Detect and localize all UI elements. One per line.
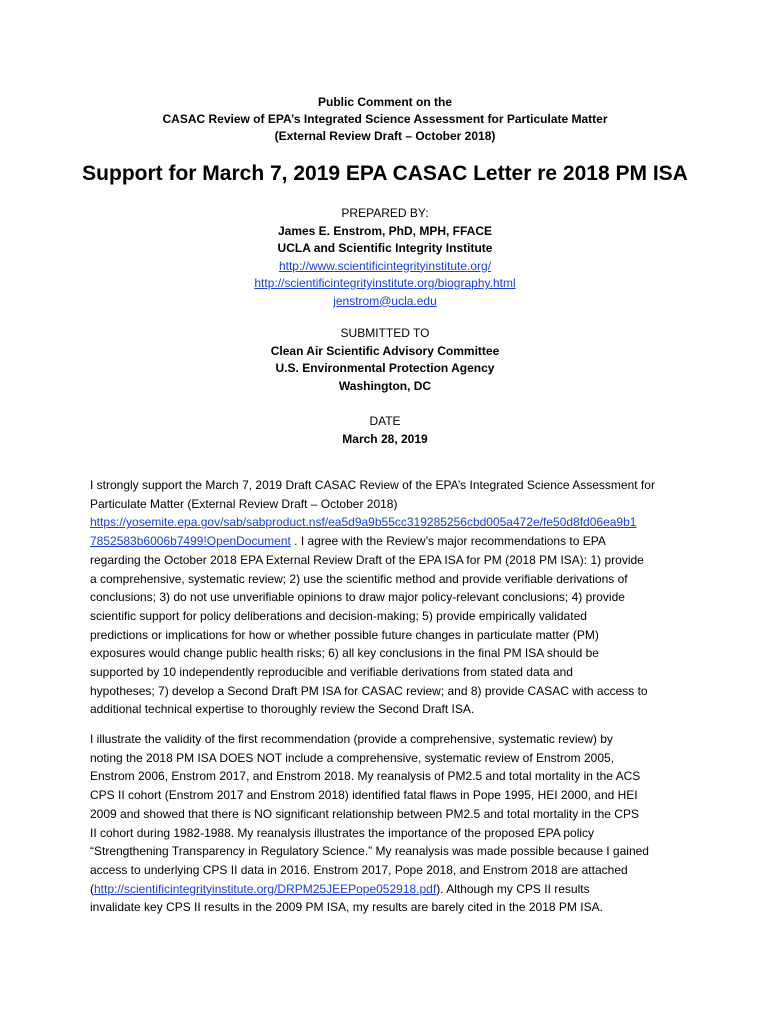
p1-line: . I agree with the Review’s major recommendations to EPA — [290, 534, 606, 549]
p2-line: noting the 2018 PM ISA DOES NOT include a comprehensive, systematic review of Enstrom 2005, — [90, 750, 615, 765]
paragraph-1 — [90, 476, 684, 719]
p1-line: I strongly support the March 7, 2019 Draft CASAC Review of the EPA’s Integrated Science Assessment for — [90, 478, 655, 492]
p1-line: regarding the October 2018 EPA External Review Draft of the EPA ISA for PM (2018 PM ISA): 1) provide — [90, 552, 644, 567]
p2-line: “Strengthening Transparency in Regulatory Science.” My reanalysis was made possible because I gained — [90, 844, 649, 859]
header-line-3: (External Review Draft – October 2018) — [274, 129, 496, 143]
p1-line: scientific support for policy deliberations and decision-making; 5) provide empirically validated — [90, 608, 587, 623]
pope-pdf-link[interactable]: http://scientificintegrityinstitute.org/DRPM25JEEPope052918.pdf — [94, 881, 437, 896]
p1-line: predictions or implications for how or whether possible future changes in particulate matter (PM) — [90, 627, 599, 642]
agency-location: Washington, DC — [338, 378, 432, 393]
header-line-2: CASAC Review of EPA’s Integrated Science Assessment for Particulate Matter — [162, 112, 608, 126]
prepared-by-section — [0, 205, 770, 310]
p1-line: additional technical expertise to thoroughly review the Second Draft ISA. — [90, 702, 475, 717]
paragraph-2 — [90, 730, 684, 917]
p2-line: I illustrate the validity of the first recommendation (provide a comprehensive, systematic review) by — [90, 732, 613, 746]
p2-line: II cohort during 1982-1988. My reanalysis illustrates the importance of the proposed EPA policy — [90, 825, 595, 840]
date-section — [0, 413, 770, 448]
author-organization: UCLA and Scientific Integrity Institute — [277, 241, 493, 255]
biography-link[interactable]: http://scientificintegrityinstitute.org/biography.html — [254, 276, 516, 290]
p2-line: 2009 and showed that there is NO significant relationship between PM2.5 and total mortality in the CPS — [90, 806, 639, 821]
p1-line: supported by 10 independently reproducible and verifiable derivations from stated data and — [90, 665, 573, 680]
p1-line: Particulate Matter (External Review Draft – October 2018) — [90, 496, 398, 511]
p2-line: invalidate key CPS II results in the 2009 PM ISA, my results are barely cited in the 2018 PM ISA. — [90, 900, 603, 915]
header-line-1: Public Comment on the — [317, 95, 452, 109]
author-name: James E. Enstrom, PhD, MPH, FFACE — [277, 223, 493, 238]
date-label: DATE — [369, 414, 401, 428]
prepared-by-label: PREPARED BY: — [341, 206, 429, 220]
p2-line: CPS II cohort (Enstrom 2017 and Enstrom 2018) identified fatal flaws in Pope 1995, HEI 2000, and HEI — [90, 788, 638, 803]
p2-line: access to underlying CPS II data in 2016. Enstrom 2017, Pope 2018, and Enstrom 2018 are attached — [90, 862, 628, 877]
p1-line: exposures would change public health risks; 6) all key conclusions in the final PM ISA should be — [90, 646, 599, 661]
p2-line: ). Although my CPS II results — [436, 881, 590, 896]
submitted-to-label: SUBMITTED TO — [340, 326, 430, 340]
document-title: Support for March 7, 2019 EPA CASAC Letter re 2018 PM ISA — [82, 162, 688, 185]
committee-name: Clean Air Scientific Advisory Committee — [270, 343, 500, 358]
date-value: March 28, 2019 — [342, 431, 428, 446]
p2-line: Enstrom 2006, Enstrom 2017, and Enstrom 2018. My reanalysis of PM2.5 and total mortality in the ACS — [90, 769, 641, 784]
institute-link[interactable]: http://www.scientificintegrityinstitute.org/ — [278, 258, 492, 273]
agency-name: U.S. Environmental Protection Agency — [275, 361, 495, 375]
p1-line: conclusions; 3) do not use unverifiable opinions to draw major policy-relevant conclusions; 4) provide — [90, 590, 625, 605]
p2-line: ( — [90, 881, 94, 896]
p1-line: a comprehensive, systematic review; 2) use the scientific method and provide verifiable derivations of — [90, 571, 628, 586]
email-link[interactable]: jenstrom@ucla.edu — [333, 293, 437, 308]
casac-review-link[interactable]: https://yosemite.epa.gov/sab/sabproduct.nsf/ea5d9a9b55cc319285256cbd005a472e/fe50d8fd06ea9b1 — [90, 515, 637, 530]
casac-review-link-cont[interactable]: 7852583b6006b7499!OpenDocument — [90, 534, 291, 549]
submitted-to-section — [0, 325, 770, 395]
p1-line: hypotheses; 7) develop a Second Draft PM ISA for CASAC review; and 8) provide CASAC with access to — [90, 683, 648, 698]
